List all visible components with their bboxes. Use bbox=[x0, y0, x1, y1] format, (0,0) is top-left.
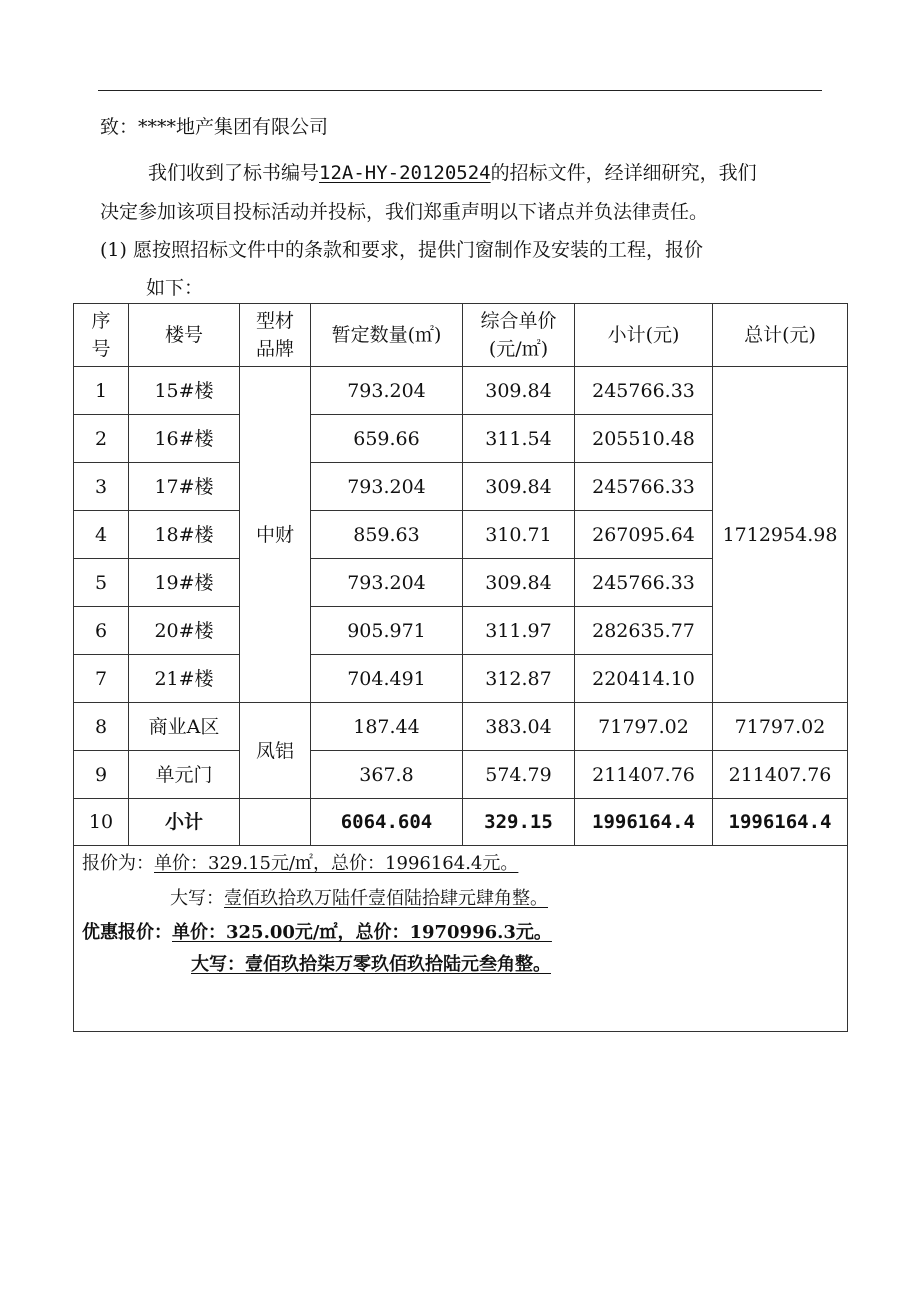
summary-qty: 6064.604 bbox=[311, 799, 463, 846]
addressee: 致：****地产集团有限公司 bbox=[100, 116, 329, 138]
row-qty: 704.491 bbox=[311, 655, 463, 703]
row-qty: 367.8 bbox=[311, 751, 463, 799]
brand-group-2: 凤铝 bbox=[240, 703, 311, 799]
row-subtotal: 245766.33 bbox=[575, 367, 713, 415]
row-building: 21#楼 bbox=[129, 655, 240, 703]
table-row bbox=[74, 703, 848, 751]
row-building: 20#楼 bbox=[129, 607, 240, 655]
quote-label: 报价为： bbox=[82, 853, 154, 874]
row-subtotal: 220414.10 bbox=[575, 655, 713, 703]
row-subtotal: 245766.33 bbox=[575, 463, 713, 511]
row-seq: 8 bbox=[74, 703, 129, 751]
summary-subtotal: 1996164.4 bbox=[575, 799, 713, 846]
table-row bbox=[74, 751, 848, 799]
quote-value: 单价：329.15元/㎡，总价：1996164.4元。 bbox=[154, 853, 519, 874]
notes-cell bbox=[74, 846, 848, 1032]
header-subtotal: 小计(元) bbox=[575, 304, 713, 367]
row-qty: 859.63 bbox=[311, 511, 463, 559]
row-subtotal: 267095.64 bbox=[575, 511, 713, 559]
row-price: 574.79 bbox=[463, 751, 575, 799]
header-brand: 型材品牌 bbox=[240, 304, 311, 367]
quote-line bbox=[82, 851, 518, 877]
header-total: 总计(元) bbox=[713, 304, 848, 367]
row-seq: 1 bbox=[74, 367, 129, 415]
row-qty: 659.66 bbox=[311, 415, 463, 463]
summary-seq: 10 bbox=[74, 799, 129, 846]
header-building: 楼号 bbox=[129, 304, 240, 367]
bid-number: 12A-HY-20120524 bbox=[319, 162, 491, 184]
row-building: 18#楼 bbox=[129, 511, 240, 559]
row-qty: 793.204 bbox=[311, 463, 463, 511]
summary-label: 小计 bbox=[129, 799, 240, 846]
row-qty: 905.971 bbox=[311, 607, 463, 655]
row-seq: 6 bbox=[74, 607, 129, 655]
row-price: 311.54 bbox=[463, 415, 575, 463]
header-qty: 暂定数量(㎡) bbox=[311, 304, 463, 367]
row-building: 19#楼 bbox=[129, 559, 240, 607]
total-group-1: 1712954.98 bbox=[713, 367, 848, 703]
row-building: 16#楼 bbox=[129, 415, 240, 463]
brand-group-1: 中财 bbox=[240, 367, 311, 703]
row-subtotal: 71797.02 bbox=[575, 703, 713, 751]
row-building: 商业A区 bbox=[129, 703, 240, 751]
intro-paragraph-line1 bbox=[148, 160, 757, 186]
header-seq: 序号 bbox=[74, 304, 129, 367]
summary-total: 1996164.4 bbox=[713, 799, 848, 846]
row-price: 309.84 bbox=[463, 367, 575, 415]
summary-brand-empty bbox=[240, 799, 311, 846]
row-price: 310.71 bbox=[463, 511, 575, 559]
row-building: 17#楼 bbox=[129, 463, 240, 511]
row-building: 15#楼 bbox=[129, 367, 240, 415]
notes-row bbox=[74, 846, 848, 1032]
row-subtotal: 282635.77 bbox=[575, 607, 713, 655]
row-qty: 793.204 bbox=[311, 559, 463, 607]
intro-suffix: 的招标文件，经详细研究，我们 bbox=[490, 162, 757, 184]
table-header-row bbox=[74, 304, 848, 367]
row-qty: 793.204 bbox=[311, 367, 463, 415]
row-price: 312.87 bbox=[463, 655, 575, 703]
quote-upper-line bbox=[170, 886, 548, 912]
discount-value: 单价：325.00元/㎡，总价：1970996.3元。 bbox=[172, 922, 552, 943]
row-seq: 4 bbox=[74, 511, 129, 559]
item-1: (1) 愿按照招标文件中的条款和要求，提供门窗制作及安装的工程，报价 bbox=[100, 239, 703, 261]
intro-paragraph-line2: 决定参加该项目投标活动并投标，我们郑重声明以下诸点并负法律责任。 bbox=[100, 201, 709, 223]
discount-line bbox=[82, 920, 552, 946]
row-seq: 7 bbox=[74, 655, 129, 703]
row-seq: 2 bbox=[74, 415, 129, 463]
row-total: 211407.76 bbox=[713, 751, 848, 799]
row-total: 71797.02 bbox=[713, 703, 848, 751]
row-seq: 3 bbox=[74, 463, 129, 511]
row-price: 309.84 bbox=[463, 559, 575, 607]
intro-prefix: 我们收到了标书编号 bbox=[148, 162, 320, 184]
discount-upper: 大写：壹佰玖拾柒万零玖佰玖拾陆元叁角整。 bbox=[191, 954, 551, 975]
discount-label: 优惠报价： bbox=[82, 922, 172, 943]
quote-table bbox=[73, 303, 848, 1032]
header-price: 综合单价(元/㎡) bbox=[463, 304, 575, 367]
row-price: 309.84 bbox=[463, 463, 575, 511]
row-subtotal: 205510.48 bbox=[575, 415, 713, 463]
table-row bbox=[74, 367, 848, 415]
row-seq: 5 bbox=[74, 559, 129, 607]
summary-row bbox=[74, 799, 848, 846]
upper-value: 壹佰玖拾玖万陆仟壹佰陆拾肆元肆角整。 bbox=[224, 888, 548, 909]
summary-price: 329.15 bbox=[463, 799, 575, 846]
row-seq: 9 bbox=[74, 751, 129, 799]
row-subtotal: 245766.33 bbox=[575, 559, 713, 607]
row-building: 单元门 bbox=[129, 751, 240, 799]
item-1-continued: 如下： bbox=[146, 277, 204, 299]
upper-label: 大写： bbox=[170, 888, 224, 909]
row-price: 383.04 bbox=[463, 703, 575, 751]
header-rule bbox=[98, 90, 822, 91]
row-price: 311.97 bbox=[463, 607, 575, 655]
row-qty: 187.44 bbox=[311, 703, 463, 751]
row-subtotal: 211407.76 bbox=[575, 751, 713, 799]
